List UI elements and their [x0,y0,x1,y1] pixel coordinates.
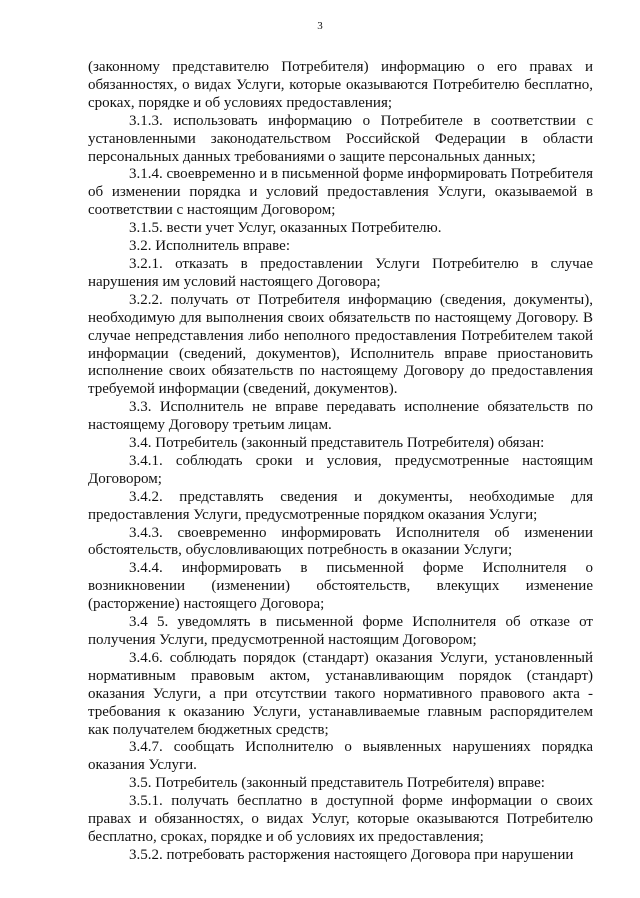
paragraph: 3.1.5. вести учет Услуг, оказанных Потребителю. [129,220,442,237]
paragraph: 3.2.1. отказать в предоставлении Услуги Потребителю в случае нарушения им условий настоящего Договора; [88,255,593,290]
paragraph: 3.3. Исполнитель не вправе передавать исполнение обязательств по настоящему Договору третьим лицам. [88,399,593,434]
paragraph: 3.4.6. соблюдать порядок (стандарт) оказания Услуги, установленный нормативным правовым актом, устанавливающим порядок (стандарт) оказания Услуги, а при отсутствии такого нормативного правового акта - требования к оказанию Услуги, устанавливаемые главным распорядителем как получателем бюджетных средств; [88,649,593,738]
paragraph: 3.4 5. уведомлять в письменной форме Исполнителя об отказе от получения Услуги, предусмотренной настоящим Договором; [88,614,593,648]
paragraph: (законному представителю Потребителя) информацию о его правах и обязанностях, о видах Услуги, которые оказываются Потребителю бесплатно, сроках, порядке и об условиях предоставления; [88,59,593,111]
page-number: 3 [317,20,323,32]
paragraph: 3.5.1. получать бесплатно в доступной форме информации о своих правах и обязанностях, о видах Услуг, которые оказываются Потребителю бесплатно, сроках, порядке и об условиях их предоставления; [88,793,593,845]
paragraph: 3.5.2. потребовать расторжения настоящего Договора при нарушении [129,846,574,863]
paragraph: 3.4.3. своевременно информировать Исполнителя об изменении обстоятельств, обусловливающих потребность в оказании Услуги; [88,524,593,559]
paragraph: 3.1.4. своевременно и в письменной форме информировать Потребителя об изменении порядка и условий предоставления Услуги, оказываемой в соответствии с настоящим Договором; [88,166,593,219]
paragraph: 3.1.3. использовать информацию о Потребителе в соответствии с установленными законодательством Российской Федерации в области персональных данных требованиями о защите персональных данных; [88,112,593,165]
document-body [88,59,593,865]
paragraph: 3.2.2. получать от Потребителя информацию (сведения, документы), необходимую для выполнения своих обязательств по настоящему Договору. В случае непредставления либо неполного предоставления Потребителем такой информации (сведений, документов), Исполнитель вправе приостановить исполнение своих обязательств по настоящему Договору до предоставления требуемой информации (сведений, документов). [88,291,593,398]
paragraph: 3.4.7. сообщать Исполнителю о выявленных нарушениях порядка оказания Услуги. [88,739,593,774]
paragraph: 3.4. Потребитель (законный представитель Потребителя) обязан: [129,435,545,452]
paragraph: 3.4.2. представлять сведения и документы, необходимые для предоставления Услуги, предусмотренные порядком оказания Услуги; [88,488,593,523]
paragraph: 3.5. Потребитель (законный представитель Потребителя) вправе: [129,775,545,792]
paragraph: 3.2. Исполнитель вправе: [129,238,290,255]
paragraph: 3.4.4. информировать в письменной форме Исполнителя о возникновении (изменении) обстоятельств, влекущих изменение (расторжение) настоящего Договора; [88,560,593,613]
paragraph: 3.4.1. соблюдать сроки и условия, предусмотренные настоящим Договором; [88,452,593,487]
